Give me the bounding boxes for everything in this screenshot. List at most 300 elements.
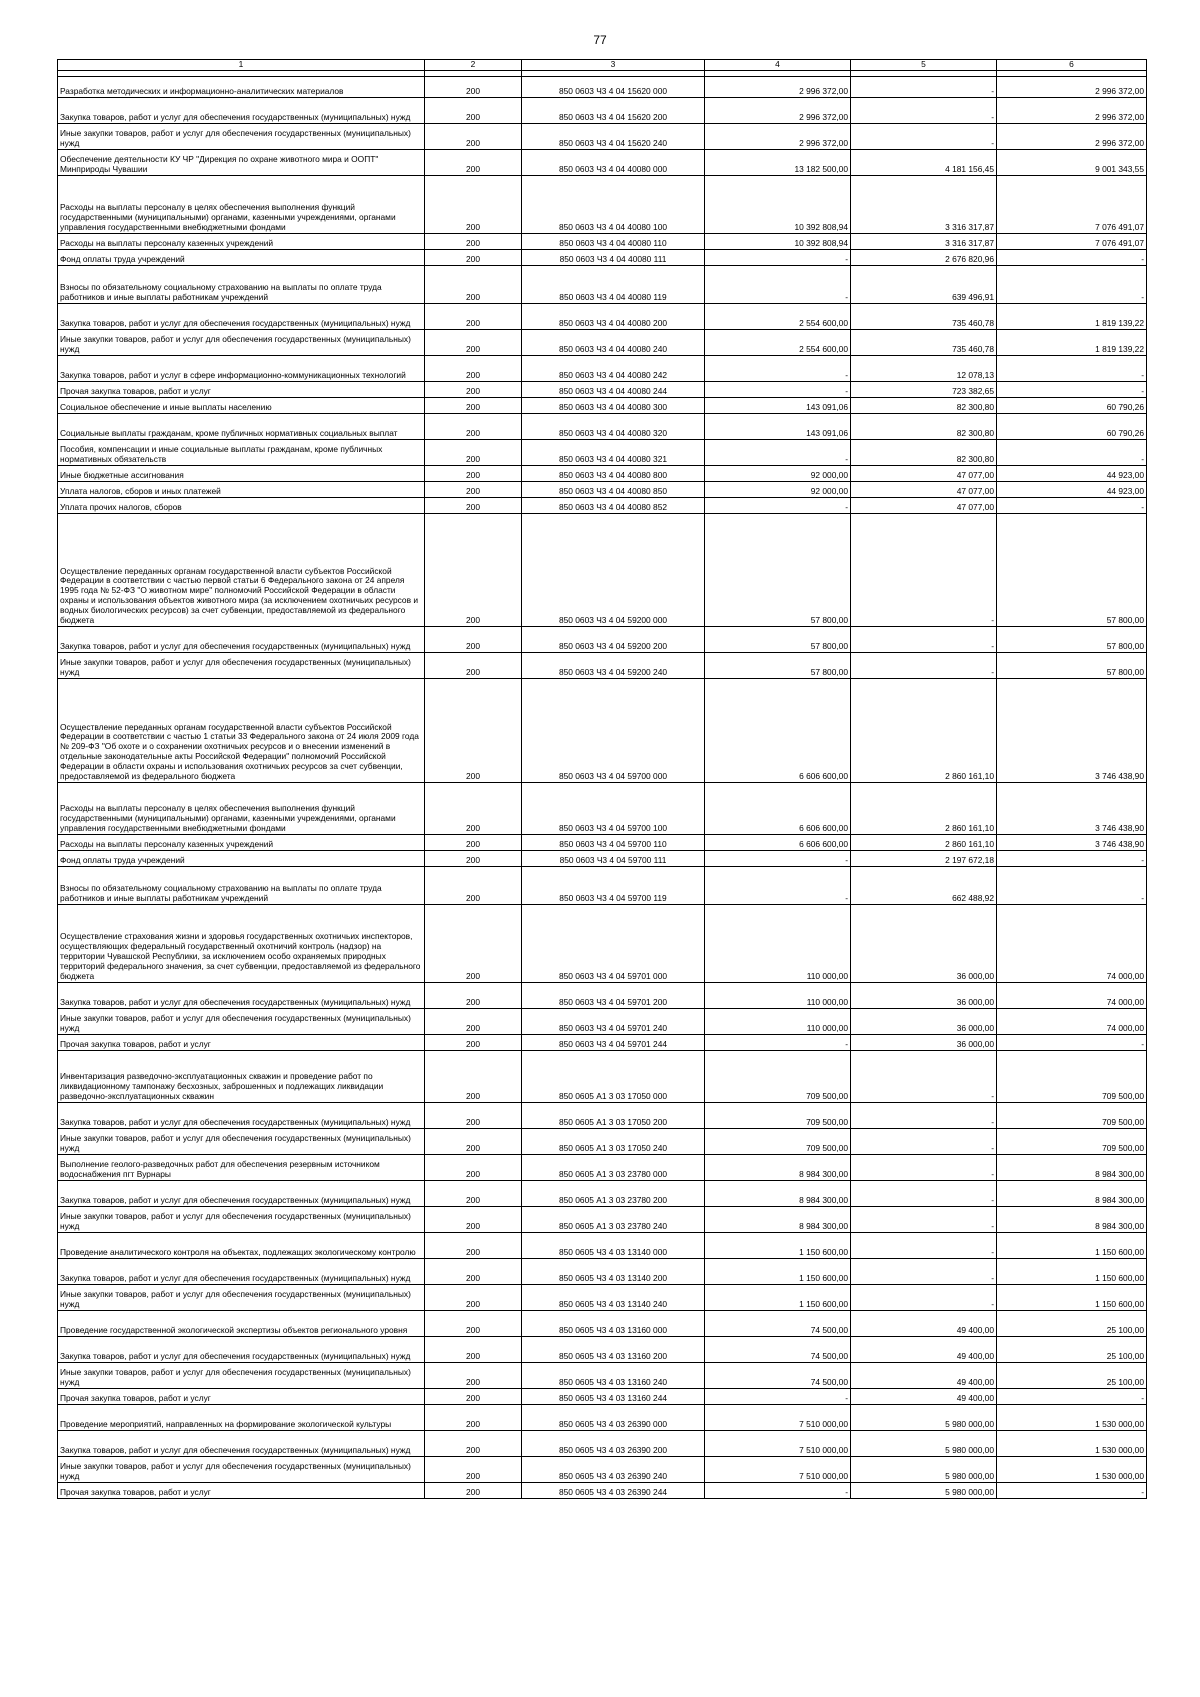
- row-code: 200: [425, 835, 522, 851]
- row-executed-amount: 36 000,00: [851, 1035, 997, 1051]
- row-approved-amount: 57 800,00: [705, 514, 851, 627]
- table-row: [58, 783, 1147, 835]
- row-approved-amount: -: [705, 356, 851, 382]
- row-executed-amount: 2 860 161,10: [851, 835, 997, 851]
- table-row: [58, 382, 1147, 398]
- row-description: Закупка товаров, работ и услуг для обеспечения государственных (муниципальных) нужд: [58, 98, 425, 124]
- row-budget-classification: 850 0605 А1 3 03 23780 240: [522, 1207, 705, 1233]
- row-executed-amount: 723 382,65: [851, 382, 997, 398]
- row-budget-classification: 850 0605 А1 3 03 17050 200: [522, 1103, 705, 1129]
- table-row: [58, 1389, 1147, 1405]
- row-budget-classification: 850 0605 А1 3 03 17050 240: [522, 1129, 705, 1155]
- row-approved-amount: 57 800,00: [705, 627, 851, 653]
- table-row: [58, 77, 1147, 98]
- row-executed-amount: -: [851, 77, 997, 98]
- row-budget-classification: 850 0603 Ч3 4 04 59200 000: [522, 514, 705, 627]
- row-executed-amount: 12 078,13: [851, 356, 997, 382]
- table-body: [58, 77, 1147, 1499]
- row-code: 200: [425, 440, 522, 466]
- row-description: Пособия, компенсации и иные социальные выплаты гражданам, кроме публичных нормативных обязательств: [58, 440, 425, 466]
- row-budget-classification: 850 0603 Ч3 4 04 59700 100: [522, 783, 705, 835]
- row-executed-amount: 5 980 000,00: [851, 1431, 997, 1457]
- row-description: Иные закупки товаров, работ и услуг для обеспечения государственных (муниципальных) нужд: [58, 1363, 425, 1389]
- table-row: [58, 1337, 1147, 1363]
- row-description: Закупка товаров, работ и услуг для обеспечения государственных (муниципальных) нужд: [58, 1103, 425, 1129]
- row-description: Взносы по обязательному социальному страхованию на выплаты по оплате труда работников и иные выплаты работникам учреждений: [58, 266, 425, 304]
- row-budget-classification: 850 0603 Ч3 4 04 59700 111: [522, 851, 705, 867]
- row-budget-classification: 850 0605 А1 3 03 23780 000: [522, 1155, 705, 1181]
- row-code: 200: [425, 234, 522, 250]
- row-description: Прочая закупка товаров, работ и услуг: [58, 1389, 425, 1405]
- row-approved-amount: 7 510 000,00: [705, 1431, 851, 1457]
- row-executed-amount: 49 400,00: [851, 1389, 997, 1405]
- row-executed-amount: 49 400,00: [851, 1311, 997, 1337]
- row-executed-amount: -: [851, 1181, 997, 1207]
- row-code: 200: [425, 867, 522, 905]
- row-description: Осуществление переданных органам государственной власти субъектов Российской Федерации в соответствии с частью первой статьи 6 Федерального закона от 24 апреля 1995 года № 52-ФЗ "О животном мире" полномочий Российской Федерации в области охраны и использования объектов животного мира (за исключением охотничьих ресурсов и водных биологических ресурсов) за счет субвенции, предоставляемой из федерального бюджета: [58, 514, 425, 627]
- row-unexecuted-amount: 2 996 372,00: [997, 124, 1147, 150]
- row-approved-amount: 74 500,00: [705, 1311, 851, 1337]
- table-row: [58, 1129, 1147, 1155]
- row-description: Иные закупки товаров, работ и услуг для обеспечения государственных (муниципальных) нужд: [58, 124, 425, 150]
- row-executed-amount: 639 496,91: [851, 266, 997, 304]
- row-unexecuted-amount: 3 746 438,90: [997, 835, 1147, 851]
- row-approved-amount: 2 996 372,00: [705, 98, 851, 124]
- row-budget-classification: 850 0605 Ч3 4 03 26390 244: [522, 1483, 705, 1499]
- row-approved-amount: 110 000,00: [705, 905, 851, 983]
- row-code: 200: [425, 414, 522, 440]
- table-row: [58, 414, 1147, 440]
- row-unexecuted-amount: 9 001 343,55: [997, 150, 1147, 176]
- row-budget-classification: 850 0605 Ч3 4 03 13160 000: [522, 1311, 705, 1337]
- row-budget-classification: 850 0603 Ч3 4 04 40080 242: [522, 356, 705, 382]
- row-description: Закупка товаров, работ и услуг для обеспечения государственных (муниципальных) нужд: [58, 983, 425, 1009]
- row-description: Иные закупки товаров, работ и услуг для обеспечения государственных (муниципальных) нужд: [58, 1285, 425, 1311]
- table-row: [58, 1051, 1147, 1103]
- row-unexecuted-amount: 25 100,00: [997, 1363, 1147, 1389]
- row-description: Закупка товаров, работ и услуг для обеспечения государственных (муниципальных) нужд: [58, 1337, 425, 1363]
- row-approved-amount: 709 500,00: [705, 1051, 851, 1103]
- row-approved-amount: -: [705, 250, 851, 266]
- row-executed-amount: 47 077,00: [851, 482, 997, 498]
- row-code: 200: [425, 653, 522, 679]
- row-unexecuted-amount: -: [997, 498, 1147, 514]
- page-number: 77: [593, 33, 607, 47]
- row-unexecuted-amount: 1 530 000,00: [997, 1457, 1147, 1483]
- row-executed-amount: 82 300,80: [851, 440, 997, 466]
- table-row: [58, 466, 1147, 482]
- row-code: 200: [425, 176, 522, 234]
- row-budget-classification: 850 0605 Ч3 4 03 26390 240: [522, 1457, 705, 1483]
- row-code: 200: [425, 1457, 522, 1483]
- row-executed-amount: -: [851, 653, 997, 679]
- table-row: [58, 867, 1147, 905]
- row-code: 200: [425, 1311, 522, 1337]
- row-approved-amount: 143 091,06: [705, 398, 851, 414]
- row-approved-amount: 7 510 000,00: [705, 1405, 851, 1431]
- row-executed-amount: -: [851, 1103, 997, 1129]
- row-executed-amount: 4 181 156,45: [851, 150, 997, 176]
- row-code: 200: [425, 1389, 522, 1405]
- row-budget-classification: 850 0605 А1 3 03 17050 000: [522, 1051, 705, 1103]
- row-unexecuted-amount: 74 000,00: [997, 1009, 1147, 1035]
- row-code: 200: [425, 482, 522, 498]
- row-code: 200: [425, 1103, 522, 1129]
- column-header: 5: [851, 60, 997, 71]
- row-executed-amount: 5 980 000,00: [851, 1483, 997, 1499]
- row-executed-amount: -: [851, 124, 997, 150]
- row-approved-amount: 92 000,00: [705, 466, 851, 482]
- row-description: Закупка товаров, работ и услуг для обеспечения государственных (муниципальных) нужд: [58, 1431, 425, 1457]
- row-budget-classification: 850 0605 Ч3 4 03 26390 000: [522, 1405, 705, 1431]
- table-row: [58, 176, 1147, 234]
- row-budget-classification: 850 0605 Ч3 4 03 13140 000: [522, 1233, 705, 1259]
- table-row: [58, 1457, 1147, 1483]
- row-executed-amount: 82 300,80: [851, 398, 997, 414]
- row-unexecuted-amount: 709 500,00: [997, 1051, 1147, 1103]
- row-executed-amount: 735 460,78: [851, 304, 997, 330]
- table-row: [58, 514, 1147, 627]
- row-executed-amount: -: [851, 1207, 997, 1233]
- row-executed-amount: 5 980 000,00: [851, 1457, 997, 1483]
- row-code: 200: [425, 398, 522, 414]
- row-budget-classification: 850 0603 Ч3 4 04 40080 852: [522, 498, 705, 514]
- row-unexecuted-amount: 1 819 139,22: [997, 330, 1147, 356]
- row-description: Фонд оплаты труда учреждений: [58, 851, 425, 867]
- row-code: 200: [425, 150, 522, 176]
- row-unexecuted-amount: 74 000,00: [997, 905, 1147, 983]
- row-code: 200: [425, 679, 522, 783]
- row-budget-classification: 850 0603 Ч3 4 04 59701 200: [522, 983, 705, 1009]
- row-unexecuted-amount: 709 500,00: [997, 1103, 1147, 1129]
- row-executed-amount: -: [851, 1259, 997, 1285]
- row-approved-amount: 74 500,00: [705, 1363, 851, 1389]
- row-code: 200: [425, 498, 522, 514]
- row-executed-amount: 2 860 161,10: [851, 679, 997, 783]
- row-unexecuted-amount: 3 746 438,90: [997, 679, 1147, 783]
- column-header: 2: [425, 60, 522, 71]
- row-description: Осуществление переданных органам государственной власти субъектов Российской Федерации в соответствии с частью 1 статьи 33 Федерального закона от 24 июля 2009 года № 209-ФЗ "Об охоте и о сохранении охотничьих ресурсов и о внесении изменений в отдельные законодательные акты Российской Федерации" полномочий Российской Федерации в области охраны и использования охотничьих ресурсов за счет субвенции, предоставляемой из федерального бюджета: [58, 679, 425, 783]
- row-description: Проведение мероприятий, направленных на формирование экологической культуры: [58, 1405, 425, 1431]
- table-row: [58, 1181, 1147, 1207]
- row-budget-classification: 850 0603 Ч3 4 04 40080 100: [522, 176, 705, 234]
- row-budget-classification: 850 0605 Ч3 4 03 13160 244: [522, 1389, 705, 1405]
- row-unexecuted-amount: 25 100,00: [997, 1311, 1147, 1337]
- row-code: 200: [425, 783, 522, 835]
- table-row: [58, 1405, 1147, 1431]
- table-row: [58, 905, 1147, 983]
- row-description: Уплата налогов, сборов и иных платежей: [58, 482, 425, 498]
- column-header: 3: [522, 60, 705, 71]
- table-row: [58, 482, 1147, 498]
- row-executed-amount: 662 488,92: [851, 867, 997, 905]
- row-unexecuted-amount: 2 996 372,00: [997, 98, 1147, 124]
- row-code: 200: [425, 1155, 522, 1181]
- table-row: [58, 1009, 1147, 1035]
- row-approved-amount: 2 996 372,00: [705, 77, 851, 98]
- row-executed-amount: -: [851, 627, 997, 653]
- row-approved-amount: 2 996 372,00: [705, 124, 851, 150]
- table-row: [58, 150, 1147, 176]
- row-description: Взносы по обязательному социальному страхованию на выплаты по оплате труда работников и иные выплаты работникам учреждений: [58, 867, 425, 905]
- row-approved-amount: -: [705, 1389, 851, 1405]
- table-row: [58, 679, 1147, 783]
- row-budget-classification: 850 0603 Ч3 4 04 40080 800: [522, 466, 705, 482]
- row-description: Расходы на выплаты персоналу в целях обеспечения выполнения функций государственными (муниципальными) органами, казенными учреждениями, органами управления государственными внебюджетными фондами: [58, 176, 425, 234]
- row-code: 200: [425, 382, 522, 398]
- row-description: Социальные выплаты гражданам, кроме публичных нормативных социальных выплат: [58, 414, 425, 440]
- row-code: 200: [425, 304, 522, 330]
- table-row: [58, 356, 1147, 382]
- row-description: Расходы на выплаты персоналу казенных учреждений: [58, 835, 425, 851]
- row-budget-classification: 850 0603 Ч3 4 04 40080 850: [522, 482, 705, 498]
- row-executed-amount: -: [851, 1051, 997, 1103]
- row-code: 200: [425, 266, 522, 304]
- row-description: Осуществление страхования жизни и здоровья государственных охотничьих инспекторов, осуществляющих федеральный государственный охотничий контроль (надзор) на территории Чувашской Республики, за исключением особо охраняемых природных территорий федерального значения, за счет субвенции, предоставляемой из федерального бюджета: [58, 905, 425, 983]
- table-row: [58, 234, 1147, 250]
- row-budget-classification: 850 0605 Ч3 4 03 26390 200: [522, 1431, 705, 1457]
- row-approved-amount: 110 000,00: [705, 983, 851, 1009]
- row-unexecuted-amount: 44 923,00: [997, 482, 1147, 498]
- table-row: [58, 983, 1147, 1009]
- row-executed-amount: -: [851, 1233, 997, 1259]
- row-executed-amount: -: [851, 514, 997, 627]
- row-unexecuted-amount: -: [997, 266, 1147, 304]
- table-row: [58, 1155, 1147, 1181]
- row-unexecuted-amount: 1 819 139,22: [997, 304, 1147, 330]
- row-budget-classification: 850 0603 Ч3 4 04 40080 200: [522, 304, 705, 330]
- row-budget-classification: 850 0603 Ч3 4 04 40080 300: [522, 398, 705, 414]
- row-description: Проведение аналитического контроля на объектах, подлежащих экологическому контролю: [58, 1233, 425, 1259]
- table-row: [58, 835, 1147, 851]
- row-code: 200: [425, 356, 522, 382]
- row-code: 200: [425, 1129, 522, 1155]
- table-row: [58, 1483, 1147, 1499]
- row-description: Выполнение геолого-разведочных работ для обеспечения резервным источником водоснабжения пгт Вурнары: [58, 1155, 425, 1181]
- row-description: Проведение государственной экологической экспертизы объектов регионального уровня: [58, 1311, 425, 1337]
- row-executed-amount: 49 400,00: [851, 1363, 997, 1389]
- row-code: 200: [425, 1233, 522, 1259]
- row-unexecuted-amount: 57 800,00: [997, 627, 1147, 653]
- row-budget-classification: 850 0603 Ч3 4 04 15620 240: [522, 124, 705, 150]
- row-approved-amount: 6 606 600,00: [705, 783, 851, 835]
- row-code: 200: [425, 905, 522, 983]
- row-code: 200: [425, 851, 522, 867]
- row-budget-classification: 850 0605 Ч3 4 03 13160 240: [522, 1363, 705, 1389]
- row-unexecuted-amount: 3 746 438,90: [997, 783, 1147, 835]
- row-approved-amount: 57 800,00: [705, 653, 851, 679]
- row-budget-classification: 850 0605 Ч3 4 03 13160 200: [522, 1337, 705, 1363]
- row-executed-amount: -: [851, 1285, 997, 1311]
- row-executed-amount: -: [851, 1129, 997, 1155]
- row-executed-amount: 82 300,80: [851, 414, 997, 440]
- row-budget-classification: 850 0603 Ч3 4 04 15620 200: [522, 98, 705, 124]
- row-code: 200: [425, 77, 522, 98]
- row-unexecuted-amount: 74 000,00: [997, 983, 1147, 1009]
- row-unexecuted-amount: -: [997, 1035, 1147, 1051]
- table-row: [58, 1207, 1147, 1233]
- row-approved-amount: -: [705, 851, 851, 867]
- row-executed-amount: 3 316 317,87: [851, 176, 997, 234]
- row-unexecuted-amount: -: [997, 250, 1147, 266]
- table-row: [58, 250, 1147, 266]
- budget-execution-table: [57, 59, 1147, 1499]
- row-code: 200: [425, 1051, 522, 1103]
- row-budget-classification: 850 0605 А1 3 03 23780 200: [522, 1181, 705, 1207]
- row-code: 200: [425, 1431, 522, 1457]
- row-description: Социальное обеспечение и иные выплаты населению: [58, 398, 425, 414]
- row-description: Расходы на выплаты персоналу казенных учреждений: [58, 234, 425, 250]
- row-budget-classification: 850 0603 Ч3 4 04 40080 320: [522, 414, 705, 440]
- row-description: Закупка товаров, работ и услуг для обеспечения государственных (муниципальных) нужд: [58, 304, 425, 330]
- row-unexecuted-amount: 1 150 600,00: [997, 1285, 1147, 1311]
- column-number-header: [58, 60, 1147, 71]
- row-unexecuted-amount: -: [997, 851, 1147, 867]
- row-unexecuted-amount: 1 530 000,00: [997, 1405, 1147, 1431]
- row-code: 200: [425, 330, 522, 356]
- row-approved-amount: -: [705, 382, 851, 398]
- table-row: [58, 124, 1147, 150]
- row-executed-amount: 47 077,00: [851, 498, 997, 514]
- row-description: Прочая закупка товаров, работ и услуг: [58, 1483, 425, 1499]
- row-unexecuted-amount: 57 800,00: [997, 653, 1147, 679]
- row-budget-classification: 850 0603 Ч3 4 04 40080 240: [522, 330, 705, 356]
- row-code: 200: [425, 1363, 522, 1389]
- row-approved-amount: -: [705, 1035, 851, 1051]
- row-executed-amount: -: [851, 1155, 997, 1181]
- row-description: Закупка товаров, работ и услуг для обеспечения государственных (муниципальных) нужд: [58, 627, 425, 653]
- row-executed-amount: 36 000,00: [851, 983, 997, 1009]
- row-executed-amount: 2 676 820,96: [851, 250, 997, 266]
- table-row: [58, 1233, 1147, 1259]
- row-executed-amount: 47 077,00: [851, 466, 997, 482]
- row-code: 200: [425, 250, 522, 266]
- row-budget-classification: 850 0603 Ч3 4 04 59701 000: [522, 905, 705, 983]
- row-budget-classification: 850 0603 Ч3 4 04 59700 110: [522, 835, 705, 851]
- row-executed-amount: 5 980 000,00: [851, 1405, 997, 1431]
- row-budget-classification: 850 0605 Ч3 4 03 13140 200: [522, 1259, 705, 1285]
- row-unexecuted-amount: 709 500,00: [997, 1129, 1147, 1155]
- table-row: [58, 266, 1147, 304]
- table-row: [58, 1103, 1147, 1129]
- row-approved-amount: 6 606 600,00: [705, 835, 851, 851]
- table-row: [58, 851, 1147, 867]
- row-budget-classification: 850 0603 Ч3 4 04 59700 119: [522, 867, 705, 905]
- row-description: Разработка методических и информационно-аналитических материалов: [58, 77, 425, 98]
- row-approved-amount: 74 500,00: [705, 1337, 851, 1363]
- row-budget-classification: 850 0603 Ч3 4 04 59700 000: [522, 679, 705, 783]
- row-description: Фонд оплаты труда учреждений: [58, 250, 425, 266]
- row-approved-amount: 2 554 600,00: [705, 304, 851, 330]
- row-approved-amount: -: [705, 266, 851, 304]
- row-executed-amount: 49 400,00: [851, 1337, 997, 1363]
- row-executed-amount: -: [851, 98, 997, 124]
- row-unexecuted-amount: 57 800,00: [997, 514, 1147, 627]
- row-approved-amount: 1 150 600,00: [705, 1285, 851, 1311]
- table-row: [58, 627, 1147, 653]
- table-row: [58, 304, 1147, 330]
- table-row: [58, 440, 1147, 466]
- row-description: Иные закупки товаров, работ и услуг для обеспечения государственных (муниципальных) нужд: [58, 330, 425, 356]
- row-executed-amount: 2 197 672,18: [851, 851, 997, 867]
- row-executed-amount: 2 860 161,10: [851, 783, 997, 835]
- row-unexecuted-amount: -: [997, 440, 1147, 466]
- row-description: Прочая закупка товаров, работ и услуг: [58, 1035, 425, 1051]
- table-row: [58, 98, 1147, 124]
- row-budget-classification: 850 0603 Ч3 4 04 40080 119: [522, 266, 705, 304]
- row-approved-amount: 8 984 300,00: [705, 1207, 851, 1233]
- row-approved-amount: 8 984 300,00: [705, 1155, 851, 1181]
- table-row: [58, 1285, 1147, 1311]
- row-code: 200: [425, 1009, 522, 1035]
- row-unexecuted-amount: 8 984 300,00: [997, 1155, 1147, 1181]
- table-row: [58, 330, 1147, 356]
- row-budget-classification: 850 0603 Ч3 4 04 59200 240: [522, 653, 705, 679]
- row-approved-amount: -: [705, 867, 851, 905]
- row-budget-classification: 850 0603 Ч3 4 04 40080 321: [522, 440, 705, 466]
- row-code: 200: [425, 514, 522, 627]
- row-unexecuted-amount: 25 100,00: [997, 1337, 1147, 1363]
- table-row: [58, 1311, 1147, 1337]
- row-code: 200: [425, 1285, 522, 1311]
- row-description: Закупка товаров, работ и услуг для обеспечения государственных (муниципальных) нужд: [58, 1181, 425, 1207]
- row-unexecuted-amount: 1 530 000,00: [997, 1431, 1147, 1457]
- row-description: Расходы на выплаты персоналу в целях обеспечения выполнения функций государственными (муниципальными) органами, казенными учреждениями, органами управления государственными внебюджетными фондами: [58, 783, 425, 835]
- row-approved-amount: 7 510 000,00: [705, 1457, 851, 1483]
- row-description: Закупка товаров, работ и услуг в сфере информационно-коммуникационных технологий: [58, 356, 425, 382]
- row-unexecuted-amount: -: [997, 867, 1147, 905]
- row-budget-classification: 850 0605 Ч3 4 03 13140 240: [522, 1285, 705, 1311]
- row-description: Иные закупки товаров, работ и услуг для обеспечения государственных (муниципальных) нужд: [58, 1457, 425, 1483]
- row-unexecuted-amount: 8 984 300,00: [997, 1207, 1147, 1233]
- row-code: 200: [425, 983, 522, 1009]
- row-approved-amount: 1 150 600,00: [705, 1259, 851, 1285]
- row-executed-amount: 735 460,78: [851, 330, 997, 356]
- row-unexecuted-amount: 8 984 300,00: [997, 1181, 1147, 1207]
- row-approved-amount: 1 150 600,00: [705, 1233, 851, 1259]
- row-description: Иные закупки товаров, работ и услуг для обеспечения государственных (муниципальных) нужд: [58, 1129, 425, 1155]
- row-description: Иные закупки товаров, работ и услуг для обеспечения государственных (муниципальных) нужд: [58, 1207, 425, 1233]
- row-unexecuted-amount: -: [997, 1483, 1147, 1499]
- column-header: 1: [58, 60, 425, 71]
- row-budget-classification: 850 0603 Ч3 4 04 59701 240: [522, 1009, 705, 1035]
- row-unexecuted-amount: -: [997, 356, 1147, 382]
- row-budget-classification: 850 0603 Ч3 4 04 40080 111: [522, 250, 705, 266]
- row-description: Обеспечение деятельности КУ ЧР "Дирекция по охране животного мира и ООПТ" Минприроды Чувашии: [58, 150, 425, 176]
- row-code: 200: [425, 98, 522, 124]
- row-executed-amount: 3 316 317,87: [851, 234, 997, 250]
- row-unexecuted-amount: 44 923,00: [997, 466, 1147, 482]
- row-budget-classification: 850 0603 Ч3 4 04 59701 244: [522, 1035, 705, 1051]
- table-row: [58, 1431, 1147, 1457]
- row-unexecuted-amount: 60 790,26: [997, 398, 1147, 414]
- row-unexecuted-amount: 2 996 372,00: [997, 77, 1147, 98]
- row-approved-amount: -: [705, 440, 851, 466]
- table-row: [58, 1035, 1147, 1051]
- row-code: 200: [425, 1035, 522, 1051]
- table-row: [58, 1259, 1147, 1285]
- row-approved-amount: 2 554 600,00: [705, 330, 851, 356]
- table-row: [58, 1363, 1147, 1389]
- row-description: Уплата прочих налогов, сборов: [58, 498, 425, 514]
- row-code: 200: [425, 1181, 522, 1207]
- row-approved-amount: 709 500,00: [705, 1129, 851, 1155]
- row-unexecuted-amount: 7 076 491,07: [997, 176, 1147, 234]
- row-code: 200: [425, 627, 522, 653]
- row-unexecuted-amount: 1 150 600,00: [997, 1259, 1147, 1285]
- row-budget-classification: 850 0603 Ч3 4 04 40080 110: [522, 234, 705, 250]
- row-code: 200: [425, 124, 522, 150]
